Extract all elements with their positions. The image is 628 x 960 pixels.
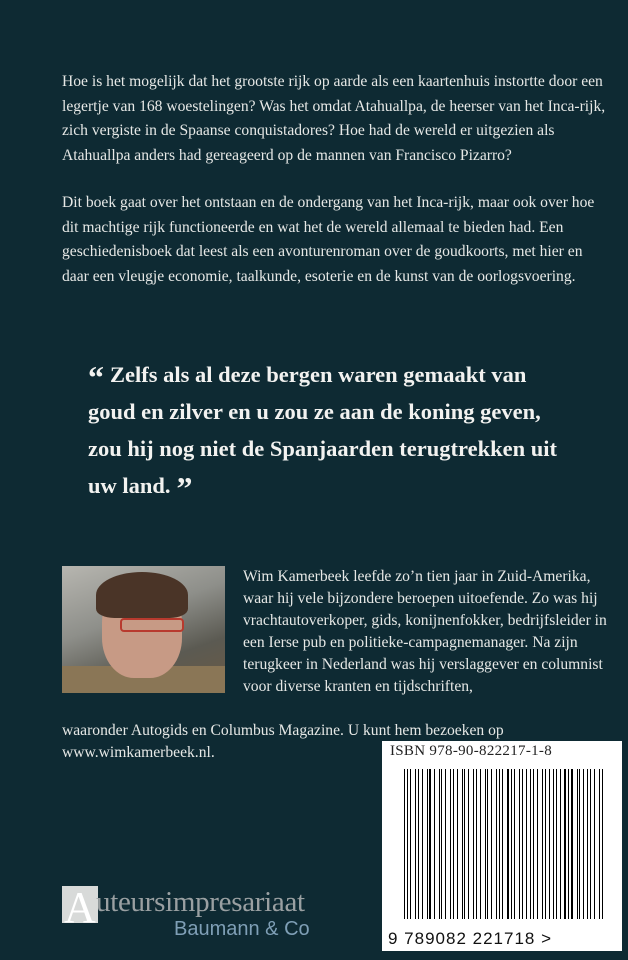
barcode-bar [533,769,534,919]
logo-initial: A [62,886,98,923]
barcode-bar [594,769,595,919]
barcode-bar [553,769,554,919]
barcode-bar [418,769,420,919]
barcode-bar [429,769,430,919]
barcode-bar [556,769,557,919]
blurb-paragraph-1: Hoe is het mogelijk dat het grootste rijk op aarde als een kaartenhuis instortte door een legertje van 168 woestelingen? Was het omdat Atahuallpa, de heerser van het Inca-rijk, zich vergiste in de Spaanse conquistadores? Hoe had de wereld er uitgezien als Atahuallpa anders had gereageerd op de mannen van Francisco Pizarro? [62,73,606,164]
barcode-bar [499,769,500,919]
barcode-bar [583,769,584,919]
barcode-bar [480,769,481,919]
author-bio-part-2: waaronder Autogids en Columbus Magazine. U kunt hem bezoeken op www.wimkamerbeek.nl. [62,722,504,761]
barcode-bar [496,769,497,919]
barcode-bar [599,769,600,919]
logo-subtitle: Baumann & Co [174,918,310,940]
barcode-bar [434,769,435,919]
barcode-bar [445,769,447,919]
barcode-bar [507,769,509,919]
barcode-bar [441,769,442,919]
barcode-bar [473,769,475,919]
open-quote-mark: “ [88,359,104,395]
barcode-bar [485,769,486,919]
barcode-bar [560,769,561,919]
barcode-bar [545,769,546,919]
barcode-bar [491,769,492,919]
pull-quote [88,356,558,504]
barcode-bar [571,769,573,919]
author-photo [62,566,225,693]
barcode-bar [462,769,463,919]
barcode-bar [511,769,512,919]
barcode-bar [564,769,565,919]
barcode-bar [427,769,428,919]
barcode-bar [568,769,569,919]
barcode-bar [514,769,515,919]
barcode-bar [537,769,538,919]
barcode-bar [453,769,454,919]
barcode-digits: 9 789082 221718 > [388,929,553,948]
barcode-bar [522,769,523,919]
barcode-bar [526,769,527,919]
close-quote-mark: ” [176,470,193,506]
barcode-bar [410,769,411,919]
blurb-paragraph-2: Dit boek gaat over het ontstaan en de ondergang van het Inca-rijk, maar ook over hoe dit machtige rijk functioneerde en wat het de wereld allemaal te bieden had. Een geschiedenisboek dat leest als een avonturenroman over de goudkoorts, met hier en daar een vleugje economie, taalkunde, esoterie en de kunst van de oorlogsvoering. [62,194,595,285]
barcode-bars [404,769,604,919]
barcode-bar [590,769,591,919]
barcode-bar [464,769,465,919]
isbn-barcode [382,741,622,951]
barcode-bar [602,769,603,919]
barcode-bar [549,769,550,919]
barcode-bar [404,769,405,919]
author-bio-part-1: Wim Kamerbeek leefde zo’n tien jaar in Zuid-Amerika, waar hij vele bijzondere beroepen uitoefende. Zo was hij vrachtautoverkoper, gids, konijnenfokker, bedrijfsleider in een Ierse pub en politieke-campagnemanager. Na zijn terugkeer in Nederland was hij verslaggever en columnist voor diverse kranten en tijdschriften, [243,568,607,695]
barcode-bar [439,769,440,919]
barcode-bar [587,769,588,919]
barcode-bar [468,769,469,919]
barcode-bar [530,769,531,919]
barcode-bar [579,769,580,919]
logo-name: uteursimpresariaat [96,886,305,918]
barcode-bar [422,769,423,919]
barcode-bar [502,769,503,919]
quote-text: Zelfs als al deze bergen waren gemaakt van goud en zilver en u zou ze aan de koning geven, zou hij nog niet de Spanjaarden terugtrekken uit uw land. [88,362,557,498]
barcode-bar [487,769,488,919]
isbn-label: ISBN 978-90-822217-1-8 [390,743,553,759]
barcode-bar [457,769,458,919]
barcode-bar [542,769,544,919]
barcode-bar [450,769,451,919]
barcode-bar [476,769,477,919]
barcode-bar [407,769,408,919]
barcode-bar [415,769,416,919]
barcode-bar [519,769,520,919]
barcode-bar [577,769,578,919]
